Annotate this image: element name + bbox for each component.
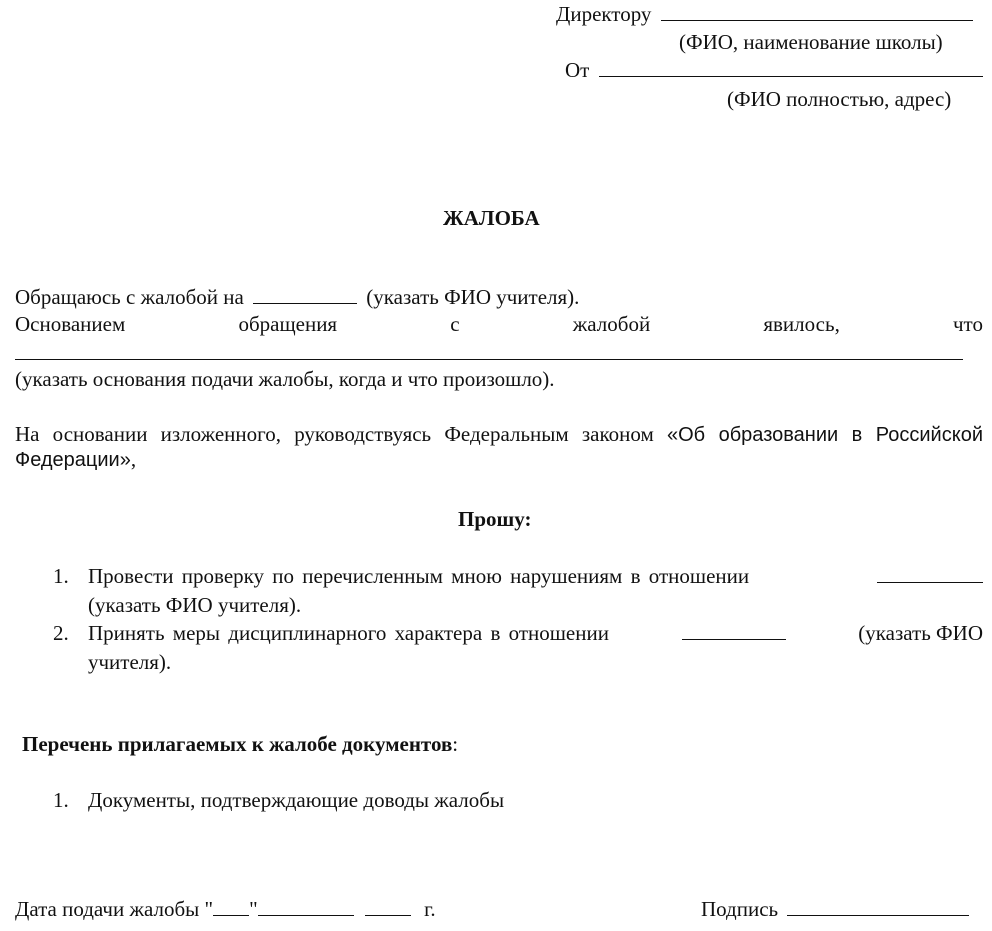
request-item-1-text: Провести проверку по перечисленным мною нарушениям в отношении xyxy=(88,564,750,588)
request-item-1-line1 xyxy=(88,564,983,589)
date-year-suffix: г. xyxy=(424,897,436,921)
sender-line xyxy=(565,58,983,83)
law-name: «Об образовании в Российской Федерации» xyxy=(15,424,983,472)
attachments-heading-colon: : xyxy=(452,732,459,756)
basis-paragraph xyxy=(15,422,983,472)
signature-blank xyxy=(787,897,969,916)
date-year-blank xyxy=(365,897,411,916)
request-item-1-blank xyxy=(877,564,983,583)
recipient-hint: (ФИО, наименование школы) xyxy=(679,30,943,54)
request-heading: Прошу: xyxy=(458,507,532,531)
intro-word: обращения xyxy=(238,312,338,336)
request-item-2-line1 xyxy=(88,621,983,646)
intro-text-pre: Обращаюсь с жалобой на xyxy=(15,285,244,309)
signature-line xyxy=(701,897,969,922)
basis-comma: , xyxy=(130,447,137,472)
intro-word: явилось, xyxy=(763,312,840,336)
request-item-1-number: 1. xyxy=(53,564,69,588)
intro-line-2 xyxy=(15,312,983,337)
request-item-2-text: Принять меры дисциплинарного характера в отношении xyxy=(88,621,609,645)
date-label: Дата подачи жалобы " xyxy=(15,897,214,921)
attachment-item-1-text: Документы, подтверждающие доводы жалобы xyxy=(88,788,505,812)
attachments-heading: Перечень прилагаемых к жалобе документов xyxy=(22,732,453,756)
attachments-heading-line xyxy=(22,732,458,757)
date-quote-close: " xyxy=(249,897,258,921)
reason-blank-line xyxy=(15,339,963,360)
sender-blank xyxy=(599,58,983,77)
intro-word: что xyxy=(953,312,983,336)
reason-hint: (указать основания подачи жалобы, когда и что произошло). xyxy=(15,367,555,391)
attachment-item-1-number: 1. xyxy=(53,788,69,812)
intro-word: Основанием xyxy=(15,312,126,336)
date-line xyxy=(15,897,436,922)
intro-line-1 xyxy=(15,285,579,310)
intro-text-post: (указать ФИО учителя). xyxy=(366,285,580,309)
basis-text: На основании изложенного, руководствуясь Федеральным законом xyxy=(15,422,667,446)
date-month-blank xyxy=(258,897,354,916)
signature-label: Подпись xyxy=(701,897,779,921)
date-day-blank xyxy=(213,897,249,916)
request-item-2-blank xyxy=(682,621,786,640)
request-item-2-hint: (указать ФИО xyxy=(858,621,983,645)
sender-label: От xyxy=(565,58,590,82)
intro-word: с xyxy=(450,312,460,336)
request-item-2-hint-end: учителя). xyxy=(88,650,172,674)
recipient-label: Директору xyxy=(556,2,652,26)
document-title: ЖАЛОБА xyxy=(443,206,540,230)
teacher-name-blank xyxy=(253,285,357,304)
request-item-1-hint: (указать ФИО учителя). xyxy=(88,593,302,617)
sender-hint: (ФИО полностью, адрес) xyxy=(727,87,952,111)
intro-word: жалобой xyxy=(572,312,651,336)
recipient-blank xyxy=(661,2,973,21)
recipient-line xyxy=(556,2,973,27)
request-item-2-number: 2. xyxy=(53,621,69,645)
